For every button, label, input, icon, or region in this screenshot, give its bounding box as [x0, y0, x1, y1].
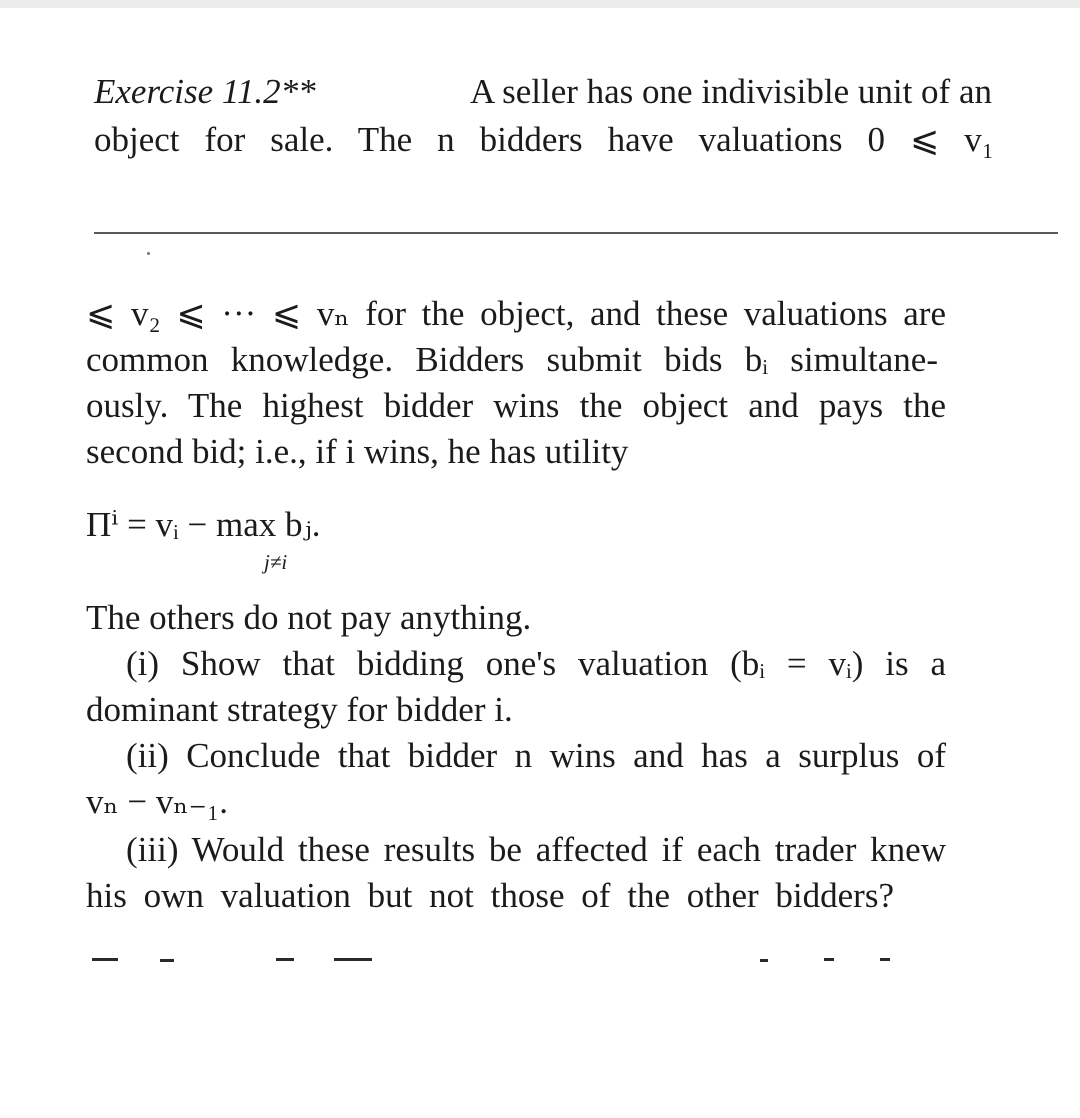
exercise-label: Exercise 11.2** — [94, 72, 316, 111]
exercise-line-5: ously. The highest bidder wins the object and pays the — [86, 386, 946, 425]
part-i: (i) Show that bidding one's valuation (bᵢ = vᵢ) is a — [126, 644, 946, 683]
exercise-line-2: object for sale. The n bidders have valuations 0 ⩽ v₁ — [94, 120, 994, 159]
exercise-line-1 — [94, 72, 992, 112]
cutoff-text-fragment — [92, 958, 118, 961]
exercise-line-6: second bid; i.e., if i wins, he has utility — [86, 432, 629, 471]
scan-speck — [147, 252, 150, 255]
top-bar — [0, 0, 1080, 8]
max-subscript: j≠i — [264, 550, 288, 574]
cutoff-text-fragment — [760, 959, 768, 962]
part-iii-cont: his own valuation but not those of the other bidders? — [86, 876, 894, 915]
utility-formula: Πⁱ = vᵢ − max bⱼ. — [86, 505, 321, 544]
exercise-line-3: ⩽ v₂ ⩽ ··· ⩽ vₙ for the object, and these valuations are — [86, 294, 946, 333]
part-ii: (ii) Conclude that bidder n wins and has a surplus of — [126, 736, 946, 775]
exercise-intro: A seller has one indivisible unit of an — [470, 72, 992, 111]
part-ii-cont: vₙ − vₙ₋₁. — [86, 782, 228, 821]
part-iii: (iii) Would these results be affected if each trader knew — [126, 830, 946, 869]
part-i-cont: dominant strategy for bidder i. — [86, 690, 513, 729]
cutoff-text-fragment — [334, 958, 372, 961]
page-break-rule — [94, 232, 1058, 234]
others-pay-nothing: The others do not pay anything. — [86, 598, 532, 637]
cutoff-text-fragment — [880, 958, 890, 961]
cutoff-text-fragment — [276, 958, 294, 961]
cutoff-text-fragment — [824, 958, 834, 961]
exercise-line-4: common knowledge. Bidders submit bids bᵢ simultane- — [86, 340, 938, 379]
cutoff-text-fragment — [160, 959, 174, 962]
